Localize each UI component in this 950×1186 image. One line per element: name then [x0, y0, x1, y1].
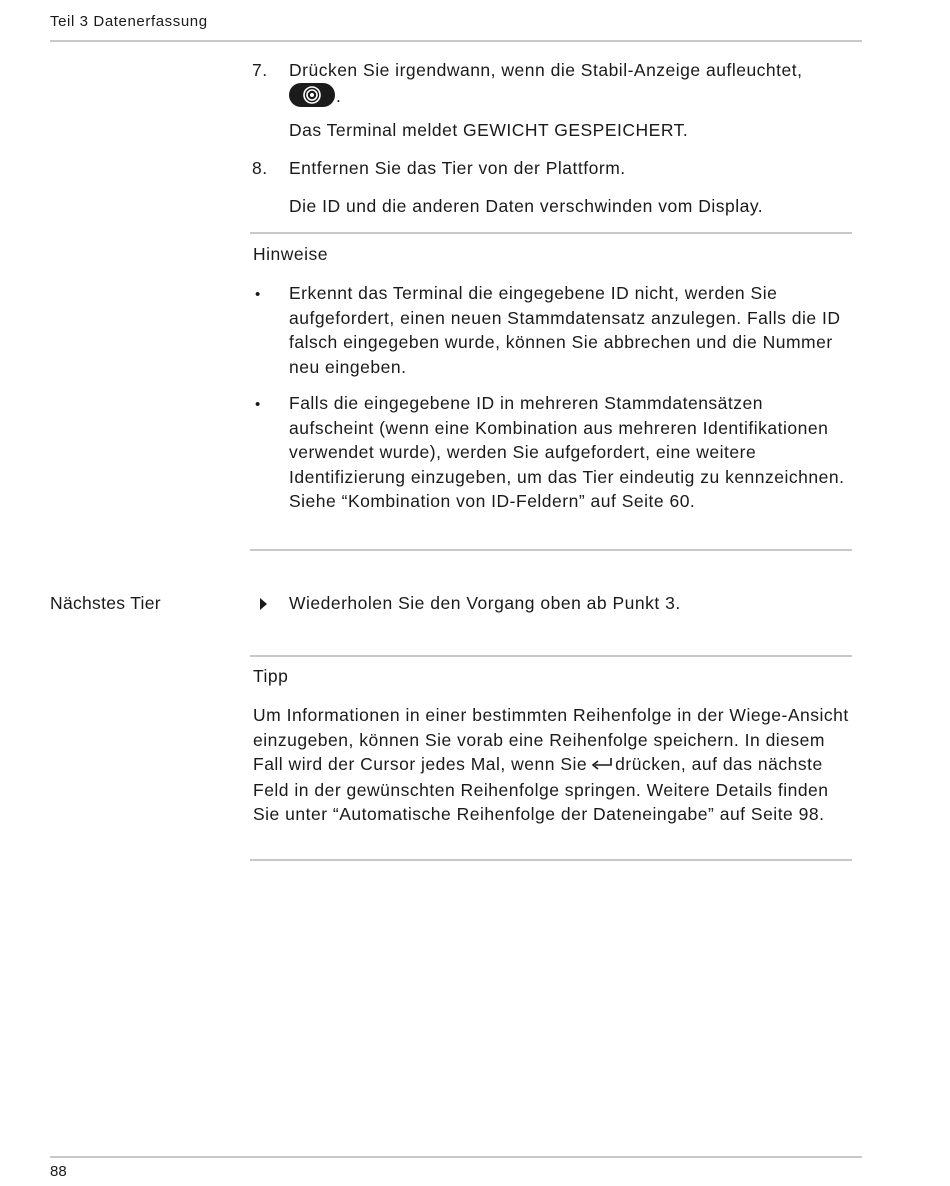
- step-instruction: Drücken Sie irgendwann, wenn die Stabil-Anzeige aufleuchtet,: [289, 60, 803, 80]
- enter-key-icon: [591, 753, 613, 778]
- header-divider: [50, 40, 862, 42]
- running-header: Teil 3 Datenerfassung: [50, 13, 208, 30]
- notes-heading: Hinweise: [253, 244, 328, 264]
- page-number: 88: [50, 1163, 67, 1180]
- bullet-marker: •: [255, 396, 261, 413]
- tip-heading: Tipp: [253, 666, 289, 686]
- section-label: Nächstes Tier: [50, 593, 161, 613]
- notes-bottom-divider: [250, 549, 852, 551]
- note-item: Falls die eingegebene ID in mehreren Stammdatensätzen aufscheint (wenn eine Kombination aus mehreren Identifikationen verwendet wurde), werden Sie aufgefordert, eine weitere Identifizierung einzugeben, um das Tier eindeutig zu kennzeichnen. Siehe “Kombination von ID-Feldern” auf Seite 60.: [289, 393, 845, 511]
- tip-text: [253, 703, 849, 827]
- notes-top-divider: [250, 232, 852, 234]
- action-instruction: Wiederholen Sie den Vorgang oben ab Punkt 3.: [289, 593, 681, 613]
- triangle-right-icon: [260, 597, 268, 615]
- step-number: 8.: [252, 158, 268, 178]
- tip-top-divider: [250, 655, 852, 657]
- key-suffix: .: [336, 86, 341, 106]
- note-item: Erkennt das Terminal die eingegebene ID nicht, werden Sie aufgefordert, einen neuen Stammdatensatz anzulegen. Falls die ID falsch eingegeben wurde, können Sie abbrechen und die Nummer neu eingeben.: [289, 283, 841, 377]
- step-instruction: Entfernen Sie das Tier von der Plattform.: [289, 158, 626, 178]
- stable-indicator-icon: [289, 83, 335, 107]
- tip-text-part: drücken, auf das nächste Feld in der gewünschten Reihenfolge springen. Weitere Details finden Sie unter “Automatische Reihenfolge der Dateneingabe” auf Seite 98.: [253, 754, 829, 825]
- tip-bottom-divider: [250, 859, 852, 861]
- step-result: Das Terminal meldet GEWICHT GESPEICHERT.: [289, 120, 689, 140]
- step-number: 7.: [252, 60, 268, 80]
- tip-text-part: Um Informationen in einer bestimmten Reihenfolge in der Wiege-Ansicht einzugeben, können Sie vorab eine Reihenfolge speichern. In diesem Fall wird der Cursor jedes Mal, wenn Sie: [253, 705, 849, 774]
- bullet-marker: •: [255, 286, 261, 303]
- step-result: Die ID und die anderen Daten verschwinden vom Display.: [289, 196, 764, 216]
- footer-divider: [50, 1156, 862, 1158]
